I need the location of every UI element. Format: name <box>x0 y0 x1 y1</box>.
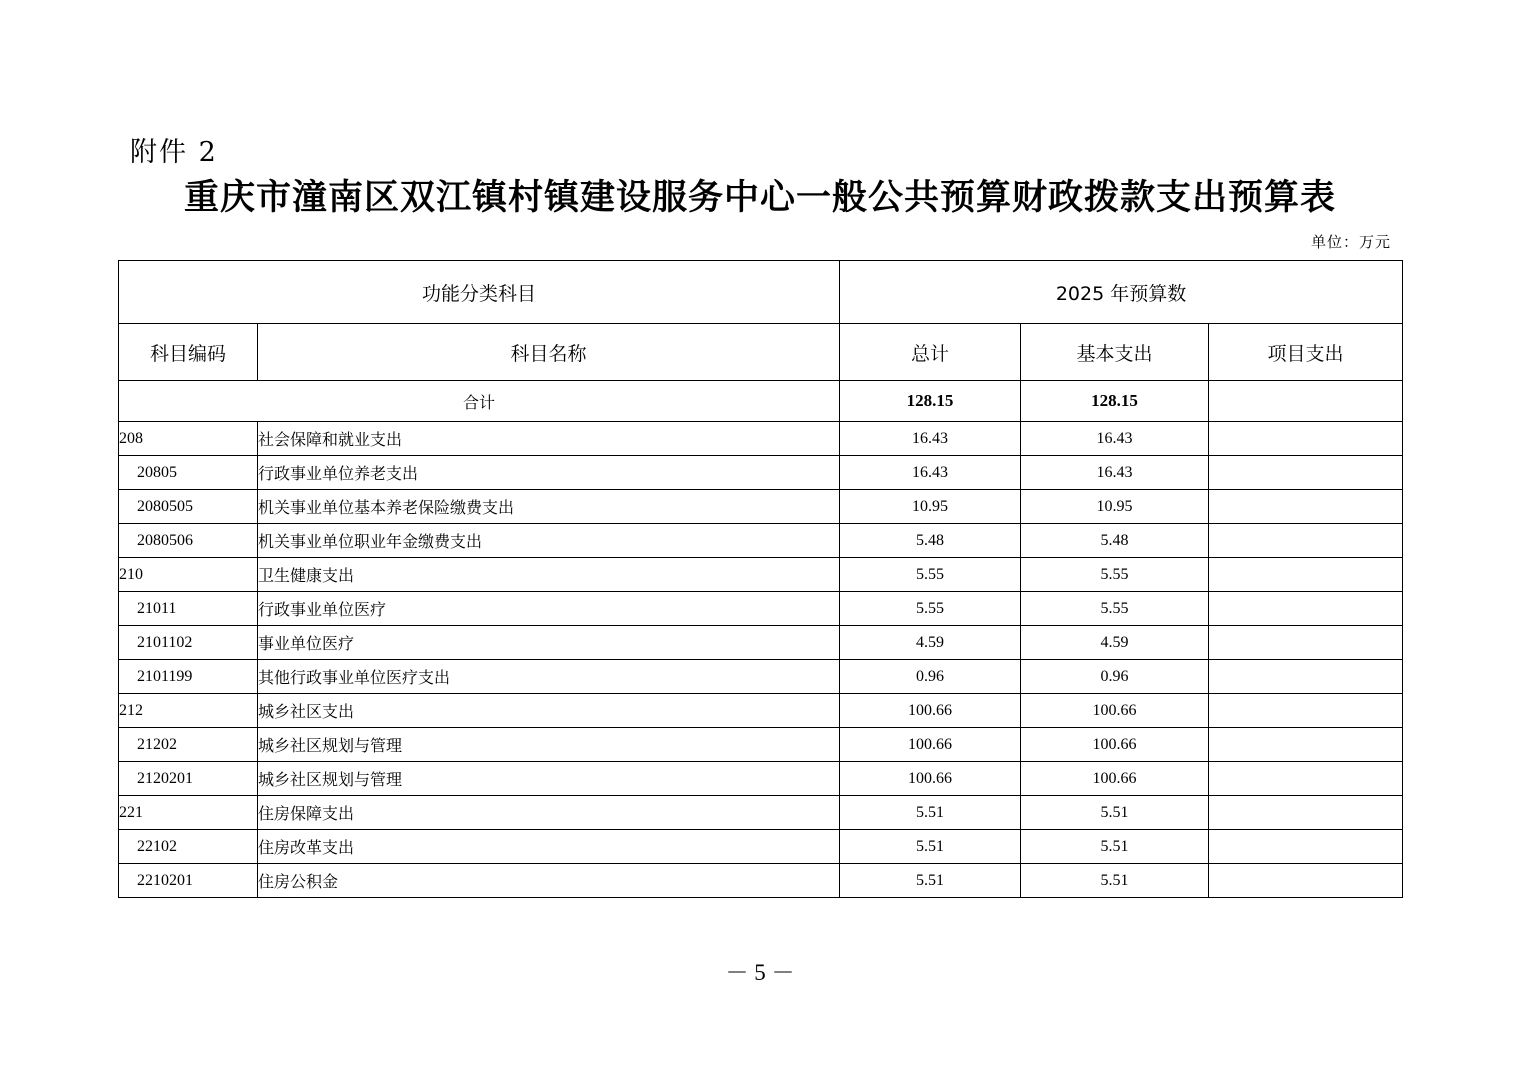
row-total: 0.96 <box>840 660 1021 694</box>
row-name: 其他行政事业单位医疗支出 <box>258 660 840 694</box>
table-row <box>119 592 1403 626</box>
row-total: 4.59 <box>840 626 1021 660</box>
row-code: 208 <box>119 422 258 456</box>
row-code: 2210201 <box>119 864 258 898</box>
row-total: 5.48 <box>840 524 1021 558</box>
row-total: 5.51 <box>840 864 1021 898</box>
row-total: 16.43 <box>840 422 1021 456</box>
table-row <box>119 524 1403 558</box>
budget-table <box>118 260 1403 898</box>
table-row <box>119 864 1403 898</box>
row-total: 100.66 <box>840 728 1021 762</box>
row-project <box>1209 456 1403 490</box>
row-project <box>1209 422 1403 456</box>
row-project <box>1209 660 1403 694</box>
row-code: 20805 <box>119 456 258 490</box>
row-basic: 4.59 <box>1021 626 1209 660</box>
row-code: 21202 <box>119 728 258 762</box>
table-row <box>119 626 1403 660</box>
row-total: 5.51 <box>840 830 1021 864</box>
row-total: 5.55 <box>840 558 1021 592</box>
attachment-label: 附件 2 <box>130 137 218 168</box>
group-header-functional-category: 功能分类科目 <box>119 261 840 324</box>
total-project <box>1209 381 1403 422</box>
row-total: 10.95 <box>840 490 1021 524</box>
column-header-project: 项目支出 <box>1209 324 1403 381</box>
row-code: 2080505 <box>119 490 258 524</box>
row-name: 城乡社区规划与管理 <box>258 762 840 796</box>
row-total: 5.55 <box>840 592 1021 626</box>
row-project <box>1209 830 1403 864</box>
row-name: 事业单位医疗 <box>258 626 840 660</box>
row-code: 221 <box>119 796 258 830</box>
row-project <box>1209 490 1403 524</box>
row-total: 5.51 <box>840 796 1021 830</box>
table-row <box>119 422 1403 456</box>
row-code: 2101199 <box>119 660 258 694</box>
page-title: 重庆市潼南区双江镇村镇建设服务中心一般公共预算财政拨款支出预算表 <box>183 177 1336 218</box>
row-project <box>1209 762 1403 796</box>
table-row <box>119 830 1403 864</box>
row-code: 212 <box>119 694 258 728</box>
row-name: 行政事业单位养老支出 <box>258 456 840 490</box>
row-code: 210 <box>119 558 258 592</box>
row-basic: 5.51 <box>1021 796 1209 830</box>
row-basic: 5.55 <box>1021 592 1209 626</box>
table-row <box>119 490 1403 524</box>
column-header-total: 总计 <box>840 324 1021 381</box>
group-header-budget-year: 2025 年预算数 <box>840 261 1403 324</box>
row-basic: 16.43 <box>1021 456 1209 490</box>
row-basic: 5.51 <box>1021 830 1209 864</box>
page-number: － 5 － <box>725 960 795 985</box>
row-basic: 5.55 <box>1021 558 1209 592</box>
row-code: 22102 <box>119 830 258 864</box>
row-name: 住房保障支出 <box>258 796 840 830</box>
column-header-row <box>119 324 1403 381</box>
total-row <box>119 381 1403 422</box>
row-project <box>1209 524 1403 558</box>
group-header-row <box>119 261 1403 324</box>
row-project <box>1209 864 1403 898</box>
table-row <box>119 660 1403 694</box>
row-name: 住房改革支出 <box>258 830 840 864</box>
table-row <box>119 558 1403 592</box>
row-name: 卫生健康支出 <box>258 558 840 592</box>
row-code: 2101102 <box>119 626 258 660</box>
data-rows <box>119 422 1403 898</box>
row-total: 100.66 <box>840 694 1021 728</box>
table-row <box>119 694 1403 728</box>
row-basic: 100.66 <box>1021 728 1209 762</box>
row-name: 行政事业单位医疗 <box>258 592 840 626</box>
row-name: 社会保障和就业支出 <box>258 422 840 456</box>
row-total: 100.66 <box>840 762 1021 796</box>
table-row <box>119 796 1403 830</box>
row-basic: 0.96 <box>1021 660 1209 694</box>
table-row <box>119 762 1403 796</box>
table-row <box>119 456 1403 490</box>
row-name: 住房公积金 <box>258 864 840 898</box>
row-code: 21011 <box>119 592 258 626</box>
row-code: 2080506 <box>119 524 258 558</box>
row-name: 机关事业单位基本养老保险缴费支出 <box>258 490 840 524</box>
total-total: 128.15 <box>840 381 1021 422</box>
row-name: 机关事业单位职业年金缴费支出 <box>258 524 840 558</box>
total-label: 合计 <box>119 381 840 422</box>
row-basic: 10.95 <box>1021 490 1209 524</box>
row-name: 城乡社区支出 <box>258 694 840 728</box>
table-row <box>119 728 1403 762</box>
row-project <box>1209 626 1403 660</box>
unit-label: 单位：万元 <box>1310 233 1391 251</box>
column-header-name: 科目名称 <box>258 324 840 381</box>
total-basic: 128.15 <box>1021 381 1209 422</box>
row-total: 16.43 <box>840 456 1021 490</box>
row-basic: 5.48 <box>1021 524 1209 558</box>
row-project <box>1209 694 1403 728</box>
row-project <box>1209 592 1403 626</box>
column-header-basic: 基本支出 <box>1021 324 1209 381</box>
row-project <box>1209 558 1403 592</box>
row-project <box>1209 796 1403 830</box>
row-basic: 5.51 <box>1021 864 1209 898</box>
row-project <box>1209 728 1403 762</box>
column-header-code: 科目编码 <box>119 324 258 381</box>
row-basic: 100.66 <box>1021 694 1209 728</box>
row-basic: 16.43 <box>1021 422 1209 456</box>
row-code: 2120201 <box>119 762 258 796</box>
row-basic: 100.66 <box>1021 762 1209 796</box>
row-name: 城乡社区规划与管理 <box>258 728 840 762</box>
